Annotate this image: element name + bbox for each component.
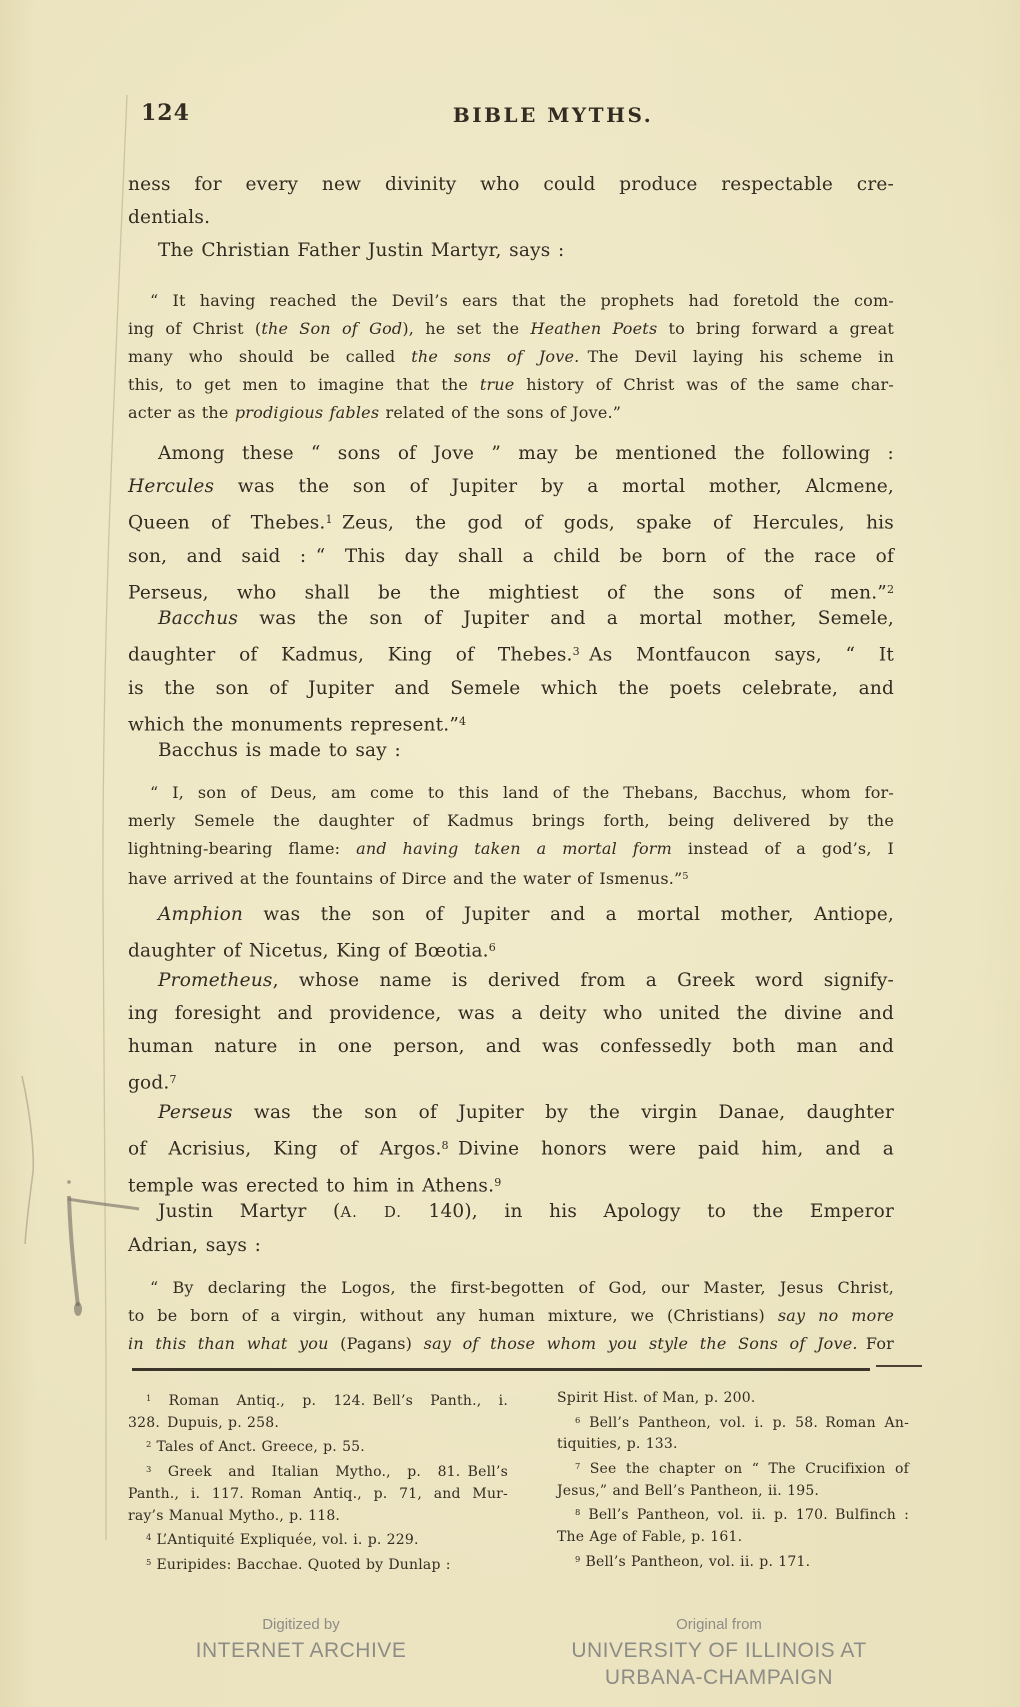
text-segment: was the son of Jupiter and a mortal mother, Antiope, [243, 904, 894, 925]
footnote-line [128, 1388, 508, 1413]
text-line [128, 807, 894, 835]
text-segment: to bring forward a great [657, 319, 895, 338]
footnote-marker: 4 [458, 714, 467, 728]
text-segment: Bell’s Pantheon, vol. ii. p. 171. [580, 1553, 811, 1570]
footnote-marker: 8 [575, 1507, 581, 1518]
text-segment: ing foresight and providence, was a deity who united the divine and [128, 1003, 894, 1024]
footnote-marker: 9 [575, 1553, 581, 1564]
text-line [128, 997, 894, 1030]
text-segment: temple was erected to him in Athens. [128, 1175, 495, 1197]
text-segment: Bell’s Pantheon, vol. i. p. 58. Roman An- [580, 1414, 909, 1431]
text-segment: son, and said : “ This day shall a child be born of the race of [128, 545, 894, 567]
text-segment: Tales of Anct. Greece, p. 55. [151, 1439, 365, 1456]
text-segment: A. D. [340, 1204, 402, 1221]
text-line [128, 503, 894, 540]
text-segment: was the son of Jupiter and a mortal mother, Semele, [238, 608, 894, 629]
text-segment: history of Christ was of the same char- [514, 375, 894, 394]
text-segment: “ It having reached the Devil’s ears that the prophets had foretold the com- [150, 291, 894, 310]
text-line [128, 1302, 894, 1330]
text-line [128, 1030, 894, 1063]
footnotes-right [557, 1388, 909, 1574]
text-line [128, 234, 894, 267]
text-segment: Zeus, the god of gods, spake of Hercules, his [332, 512, 894, 534]
text-segment: is the son of Jupiter and Semele which the poets celebrate, and [128, 677, 894, 699]
footnote-marker: 6 [488, 941, 496, 954]
text-segment: say no more [777, 1306, 894, 1325]
footnote-marker: 2 [886, 582, 894, 596]
footnote-line [557, 1549, 909, 1574]
footnote-marker: 1 [325, 513, 333, 526]
page-crease-line [103, 95, 127, 1540]
footnote-line [128, 1484, 508, 1506]
quote-logos [128, 1274, 894, 1358]
text-segment: ing of Christ ( [128, 319, 262, 338]
footnote-line [557, 1434, 909, 1456]
text-segment: “ I, son of Deus, am come to this land of the Thebans, Bacchus, whom for- [150, 783, 894, 802]
para-perseus [128, 1096, 894, 1202]
text-segment: See the chapter on “ The Crucifixion of [580, 1461, 909, 1478]
para-bacchus [128, 602, 894, 741]
text-segment: was the son of Jupiter by the virgin Danae, daughter [232, 1102, 894, 1123]
text-line [128, 672, 894, 705]
footnote-marker: 7 [575, 1460, 581, 1471]
text-segment: daughter of Nicetus, King of Bœotia. [128, 940, 489, 962]
text-segment: , whose name is derived from a Greek word signify- [272, 970, 894, 991]
quote-bacchus [128, 779, 894, 893]
text-line [128, 470, 894, 503]
text-segment: For [857, 1334, 895, 1353]
text-segment: “ By declaring the Logos, the first-begotten of God, our Master, Jesus Christ, [150, 1278, 894, 1297]
footnote-marker: 5 [146, 1556, 152, 1567]
text-line [128, 863, 894, 893]
text-segment: The Age of Fable, p. 161. [557, 1529, 743, 1546]
text-line [128, 602, 894, 635]
footnote-line [557, 1481, 909, 1503]
para-justin-apology [128, 1195, 894, 1262]
text-segment: Spirit Hist. of Man, p. 200. [557, 1390, 756, 1406]
text-segment: instead of a god’s, I [672, 839, 894, 858]
text-segment: Hercules [128, 476, 215, 497]
text-segment: ray’s Manual Mytho., p. 118. [128, 1507, 341, 1524]
text-line [128, 779, 894, 807]
text-line [128, 168, 894, 201]
quote-devil [128, 287, 894, 427]
text-segment: have arrived at the fountains of Dirce and the water of Ismenus.” [128, 868, 683, 888]
text-segment: As Montfaucon says, “ It [579, 644, 894, 666]
text-segment: lightning-bearing flame: [128, 839, 357, 858]
pencil-blob [74, 1302, 82, 1316]
text-line [128, 287, 894, 315]
text-segment: Jesus,” and Bell’s Pantheon, ii. 195. [557, 1482, 820, 1499]
footnote-line [557, 1388, 909, 1410]
footnote-marker: 8 [441, 1139, 449, 1152]
text-line [128, 964, 894, 997]
footnote-marker: 9 [494, 1175, 502, 1189]
text-segment: Justin Martyr ( [158, 1201, 341, 1222]
footnote-line [128, 1506, 508, 1528]
text-segment: Perseus [158, 1102, 233, 1123]
para-continuation [128, 168, 894, 234]
text-segment: related of the sons of Jove.” [379, 403, 622, 422]
text-segment: Divine honors were paid him, and a [448, 1138, 894, 1160]
text-segment: was the son of Jupiter by a mortal mother, Alcmene, [214, 476, 894, 497]
digitized-stamp [196, 1612, 407, 1664]
text-line [128, 931, 894, 968]
footnote-marker: 4 [146, 1532, 152, 1543]
text-segment: The Christian Father Justin Martyr, says : [158, 240, 565, 261]
text-segment: Amphion [158, 904, 244, 925]
text-line [128, 343, 894, 371]
pencil-dot [67, 1180, 71, 1184]
footnote-line [557, 1502, 909, 1527]
running-title: BIBLE MYTHS. [452, 103, 654, 127]
text-segment: dentials. [128, 207, 211, 228]
internet-archive-label: INTERNET ARCHIVE [195, 1639, 407, 1662]
text-line [128, 1274, 894, 1302]
text-line [128, 315, 894, 343]
university-label: UNIVERSITY OF ILLINOIS AT [571, 1639, 867, 1662]
footnote-marker: 2 [146, 1439, 152, 1450]
text-segment: many who should be called [128, 347, 412, 366]
text-line [128, 1063, 894, 1100]
text-segment: ness for every new divinity who could produce respectable cre- [128, 174, 894, 195]
text-segment: true [479, 375, 515, 394]
text-line [128, 898, 894, 931]
text-line [128, 1195, 894, 1229]
footnote-line [128, 1434, 508, 1459]
original-from-label: Original from [676, 1616, 762, 1633]
text-line [128, 1129, 894, 1166]
text-segment: god. [128, 1072, 170, 1094]
text-segment: Panth., i. 117. Roman Antiq., p. 71, and Mur- [128, 1485, 508, 1502]
text-segment: prodigious fables [234, 403, 380, 422]
text-line [128, 1330, 894, 1358]
pencil-hook-stem [69, 1196, 78, 1306]
text-segment: acter as the [128, 403, 235, 422]
footnote-line [557, 1456, 909, 1481]
text-segment: Among these “ sons of Jove ” may be mentioned the following : [158, 443, 894, 464]
text-segment: L’Antiquité Expliquée, vol. i. p. 229. [151, 1532, 419, 1549]
text-segment: human nature in one person, and was confessedly both man and [128, 1036, 894, 1057]
text-segment: Heathen Poets [530, 319, 658, 338]
digitized-by-label: Digitized by [262, 1616, 340, 1633]
para-amphion [128, 898, 894, 968]
text-segment: Bacchus [158, 608, 239, 629]
page-number: 124 [141, 100, 190, 126]
para-hercules [128, 437, 894, 609]
text-line [128, 399, 894, 427]
footnote-marker: 3 [572, 645, 580, 658]
text-segment: Greek and Italian Mytho., p. 81. Bell’s [151, 1464, 508, 1481]
text-segment: (Pagans) [328, 1334, 424, 1353]
text-segment: daughter of Kadmus, King of Thebes. [128, 644, 573, 666]
para-prometheus [128, 964, 894, 1100]
text-segment: Bacchus is made to say : [158, 740, 401, 761]
footnote-rule [132, 1368, 870, 1371]
text-segment: Adrian, says : [128, 1235, 262, 1256]
text-segment: Prometheus [158, 970, 273, 991]
para-justin-intro [128, 234, 894, 267]
urbana-label: URBANA-CHAMPAIGN [604, 1666, 834, 1689]
footnote-line [128, 1527, 508, 1552]
text-segment: 140), in his Apology to the Emperor [401, 1201, 894, 1222]
text-segment: say of those whom you style the Sons of Jove. [423, 1334, 858, 1353]
text-line [128, 540, 894, 573]
text-line [128, 371, 894, 399]
text-line [128, 1096, 894, 1129]
text-segment: Euripides: Bacchae. Quoted by Dunlap : [151, 1557, 451, 1574]
footnote-marker: 7 [169, 1073, 177, 1086]
footnotes-left [128, 1388, 508, 1577]
text-segment: merly Semele the daughter of Kadmus brings forth, being delivered by the [128, 811, 894, 830]
text-segment: the sons of Jove. [411, 347, 580, 366]
text-segment: tiquities, p. 133. [557, 1436, 678, 1453]
text-segment: and having taken a mortal form [356, 839, 672, 858]
text-segment: this, to get men to imagine that the [128, 375, 480, 394]
text-segment: which the monuments represent.” [128, 714, 459, 736]
footnote-marker: 1 [146, 1393, 152, 1403]
text-segment: The Devil laying his scheme in [579, 347, 894, 366]
text-segment: Queen of Thebes. [128, 512, 326, 534]
footnote-line [128, 1413, 508, 1435]
text-line [128, 734, 894, 767]
text-segment: of Acrisius, King of Argos. [128, 1138, 442, 1160]
text-line [128, 201, 894, 234]
footnote-line [557, 1527, 909, 1549]
text-segment: Bell’s Pantheon, vol. ii. p. 170. Bulfinch : [580, 1507, 909, 1524]
text-line [128, 437, 894, 470]
original-from-stamp [571, 1612, 866, 1691]
footnote-marker: 6 [575, 1414, 581, 1425]
footnote-line [557, 1410, 909, 1435]
pencil-curve-mark [22, 1076, 33, 1244]
text-segment: to be born of a virgin, without any human mixture, we (Christians) [128, 1306, 778, 1325]
text-line [128, 835, 894, 863]
text-segment: Roman Antiq., p. 124. Bell’s Panth., i. [151, 1393, 508, 1410]
text-line [128, 635, 894, 672]
text-segment: in this than what you [128, 1334, 329, 1353]
para-bacchus-say [128, 734, 894, 767]
footnote-rule-fragment [876, 1365, 922, 1367]
text-segment: ), he set the [402, 319, 531, 338]
text-segment: the Son of God [261, 319, 403, 338]
footnote-line [128, 1552, 508, 1577]
footnote-marker: 5 [682, 871, 689, 882]
text-line [128, 1229, 894, 1262]
text-segment: Perseus, who shall be the mightiest of the sons of men.” [128, 582, 887, 604]
text-segment: 328. Dupuis, p. 258. [128, 1414, 279, 1431]
footnote-marker: 3 [146, 1464, 152, 1475]
footnote-line [128, 1459, 508, 1484]
